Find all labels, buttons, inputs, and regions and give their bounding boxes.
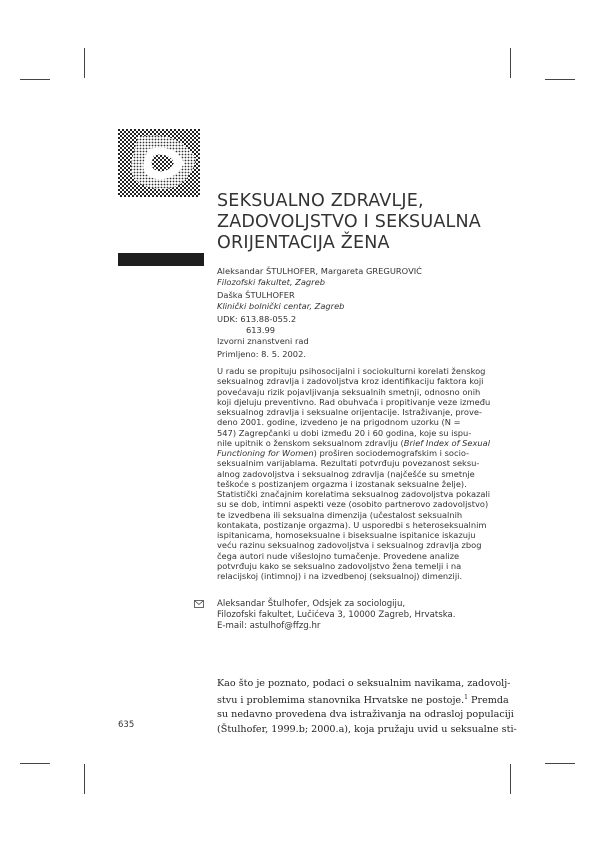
- authors: Aleksandar ŠTULHOFER, Margareta GREGUROVIĆ: [217, 266, 422, 276]
- article-type-label: Izvorni znanstveni rad: [217, 336, 309, 346]
- udk-code: 613.99: [246, 324, 276, 335]
- abstract: [217, 366, 491, 581]
- author-block-2: [217, 290, 344, 311]
- body-line: Kao što je poznato, podaci o seksualnim navikama, zadovolj-: [217, 678, 511, 689]
- crop-mark: [545, 79, 575, 80]
- abstract-line: alnog zadovoljstva i seksualnog zdravlja (najčešće su smetnje: [217, 468, 475, 479]
- abstract-line: koji djeluju preventivno. Rad obuhvaća i propitivanje veze između: [217, 396, 491, 407]
- contact-line: Aleksandar Štulhofer, Odsjek za sociologiju,: [217, 599, 406, 609]
- body-text-part: Premda: [468, 695, 509, 707]
- decorative-pattern: [118, 129, 200, 197]
- abstract-line: teškoće s postizanjem orgazma i izostanak seksualne želje).: [217, 478, 467, 489]
- crop-mark: [84, 764, 85, 794]
- abstract-italic: Functioning for Women: [217, 448, 314, 458]
- affiliation: Filozofski fakultet, Zagreb: [217, 276, 325, 287]
- abstract-line: su se dob, intimni aspekti veze (osobito partnerovo zadovoljstvo): [217, 499, 489, 510]
- contact-line: Filozofski fakultet, Lučićeva 3, 10000 Zagreb, Hrvatska.: [217, 610, 456, 620]
- abstract-line: seksualnog zdravlja i zadovoljstva kroz identifikaciju faktora koji: [217, 376, 484, 387]
- body-line: (Štulhofer, 1999.b; 2000.a), koja pružaju uvid u seksualne sti-: [217, 723, 517, 735]
- contact-email[interactable]: E-mail: astulhof@ffzg.hr: [217, 621, 321, 631]
- article-type: [217, 336, 309, 347]
- footnote-marker[interactable]: 1: [464, 694, 468, 702]
- abstract-text: nile upitnik o ženskom seksualnom zdravlju (: [217, 437, 404, 448]
- body-text: [217, 677, 517, 737]
- abstract-line: kontakata, postizanje orgazma). U usporedbi s heteroseksualnim: [217, 519, 487, 530]
- abstract-line: ispitanicama, homoseksualne i biseksualne ispitanice iskazuju: [217, 530, 476, 540]
- abstract-line: veću razinu seksualnog zadovoljstva i seksualnog zdravlja zbog: [217, 540, 482, 551]
- body-line: su nedavno provedena dva istraživanja na odrasloj populaciji: [217, 709, 514, 721]
- body-line: [217, 691, 509, 708]
- crop-mark: [510, 764, 511, 794]
- abstract-line: čega autori nude višeslojno tumačenje. Provedene analize: [217, 550, 460, 561]
- page-number: 635: [118, 720, 135, 730]
- abstract-italic: Brief Index of Sexual: [403, 437, 491, 448]
- received-label: Primljeno: 8. 5. 2002.: [217, 349, 306, 359]
- abstract-line: povećavaju rizik pojavljivanja seksualnih smetnji, odnosno onih: [217, 386, 481, 397]
- abstract-line: deno 2001. godine, izvedeno je na prigodnom uzorku (N =: [217, 417, 461, 428]
- udk-code: UDK: 613.88-055.2: [217, 314, 297, 324]
- udk-block: [217, 314, 296, 335]
- crop-mark: [545, 763, 575, 764]
- authors-block: [217, 266, 422, 287]
- section-bar: [118, 253, 204, 266]
- abstract-line: relacijskoj (intimnoj) i na izvedbenoj (seksualnoj) dimenziji.: [217, 571, 463, 581]
- crop-mark: [510, 48, 511, 78]
- envelope-icon: [194, 600, 204, 608]
- crop-mark: [20, 763, 50, 764]
- title-line: ORIJENTACIJA ŽENA: [217, 233, 390, 253]
- body-text-part: stvu i problemima stanovnika Hrvatske ne postoje.: [217, 695, 465, 707]
- abstract-line: Statistički značajnim korelatima seksualnog zadovoljstva pokazali: [217, 489, 491, 499]
- abstract-line: te izvedbena ili seksualna dimenzija (učestalost seksualnih: [217, 509, 463, 520]
- abstract-line: seksualnog zdravlja i seksualne orijentacije. Istraživanje, prove-: [217, 407, 482, 417]
- crop-mark: [84, 48, 85, 78]
- correspondence-address: [217, 599, 456, 632]
- affiliation: Klinički bolnički centar, Zagreb: [217, 300, 345, 311]
- title-line: SEKSUALNO ZDRAVLJE,: [217, 191, 424, 211]
- abstract-line: seksualnim varijablama. Rezultati potvrđuju povezanost seksu-: [217, 458, 480, 469]
- crop-mark: [20, 79, 50, 80]
- abstract-line: [217, 448, 487, 458]
- abstract-line: [217, 437, 491, 448]
- abstract-line: 547) Zagrepčanki u dobi između 20 i 60 godina, koje su ispu-: [217, 427, 472, 438]
- author: Daška ŠTULHOFER: [217, 290, 295, 300]
- title-line: ZADOVOLJSTVO I SEKSUALNA: [217, 212, 481, 232]
- abstract-text: ) proširen sociodemografskim i socio-: [313, 448, 470, 458]
- abstract-line: potvrđuju kako se seksualno zadovoljstvo žena temelji i na: [217, 560, 462, 571]
- abstract-line: U radu se propituju psihosocijalni i sociokulturni korelati ženskog: [217, 366, 486, 376]
- article-title: [217, 191, 557, 254]
- received-date: [217, 349, 306, 360]
